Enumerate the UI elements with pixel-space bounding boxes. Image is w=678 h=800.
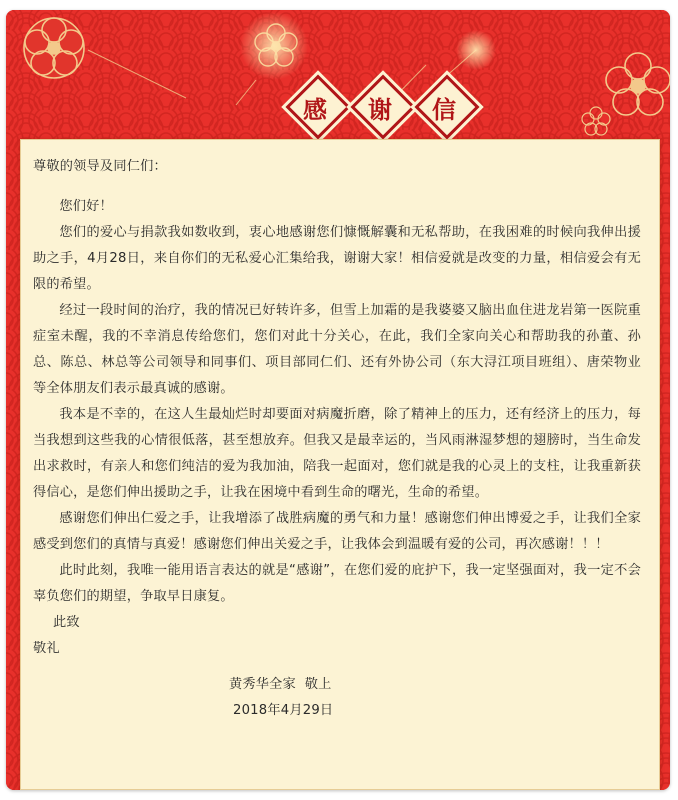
salutation: 尊敬的领导及同仁们： xyxy=(33,159,167,174)
letter-paper xyxy=(20,139,660,790)
title-char: 信 xyxy=(432,96,456,124)
paragraph: 经过一段时间的治疗，我的情况已好转许多，但雪上加霜的是我婆婆又脑出血住进龙岩第一医院重症室未醒，我的不幸消息传给您们，您们对此十分关心，在此，我们全家向关心和帮助我的孙董、孙总、陈总、林总等公司领导和同事们、项目部同仁们、还有外协公司（东大浔江项目班组）、唐荣物业等全体朋友们表示最真诚的感谢。 xyxy=(33,303,641,396)
title-char: 感 xyxy=(303,96,327,124)
title-char: 谢 xyxy=(368,96,392,124)
paragraph: 感谢您们伸出仁爱之手，让我增添了战胜病魔的勇气和力量！感谢您们伸出博爱之手，让我们全家感受到您们的真情与真爱！感谢您们伸出关爱之手，让我体会到温暖有爱的公司，再次感谢！！！ xyxy=(33,511,641,552)
plum-flower-left-icon xyxy=(24,18,84,78)
signature: 黄秀华全家 敬上 xyxy=(229,677,332,692)
paragraph: 我本是不幸的，在这人生最灿烂时却要面对病魔折磨，除了精神上的压力，还有经济上的压力，每当我想到这些我的心情很低落，甚至想放弃。但我又是最幸运的，当风雨淋湿梦想的翅膀时，当生命发出求救时，有亲人和您们纯洁的爱为我加油，陪我一起面对，您们就是我的心灵上的支柱，让我重新获得信心，是您们伸出援助之手，让我在困境中看到生命的曙光，生命的希望。 xyxy=(33,407,641,500)
letter-frame xyxy=(6,10,670,790)
hello-line: 您们好！ xyxy=(59,199,113,214)
paragraph: 您们的爱心与捐款我如数收到，衷心地感谢您们慷慨解囊和无私帮助，在我困难的时候向我伸出援助之手，4月28日，来自你们的无私爱心汇集给我，谢谢大家！相信爱就是改变的力量，相信爱会有无限的希望。 xyxy=(33,225,641,292)
letter-body xyxy=(33,154,641,724)
paragraph: 此时此刻，我唯一能用语言表达的就是“感谢”，在您们爱的庇护下，我一定坚强面对，我一定不会辜负您们的期望，争取早日康复。 xyxy=(33,563,641,604)
closing-line: 敬礼 xyxy=(33,641,60,656)
letter-date: 2018年4月29日 xyxy=(233,703,334,718)
title-banner xyxy=(6,80,670,130)
closing-line: 此致 xyxy=(53,615,80,630)
